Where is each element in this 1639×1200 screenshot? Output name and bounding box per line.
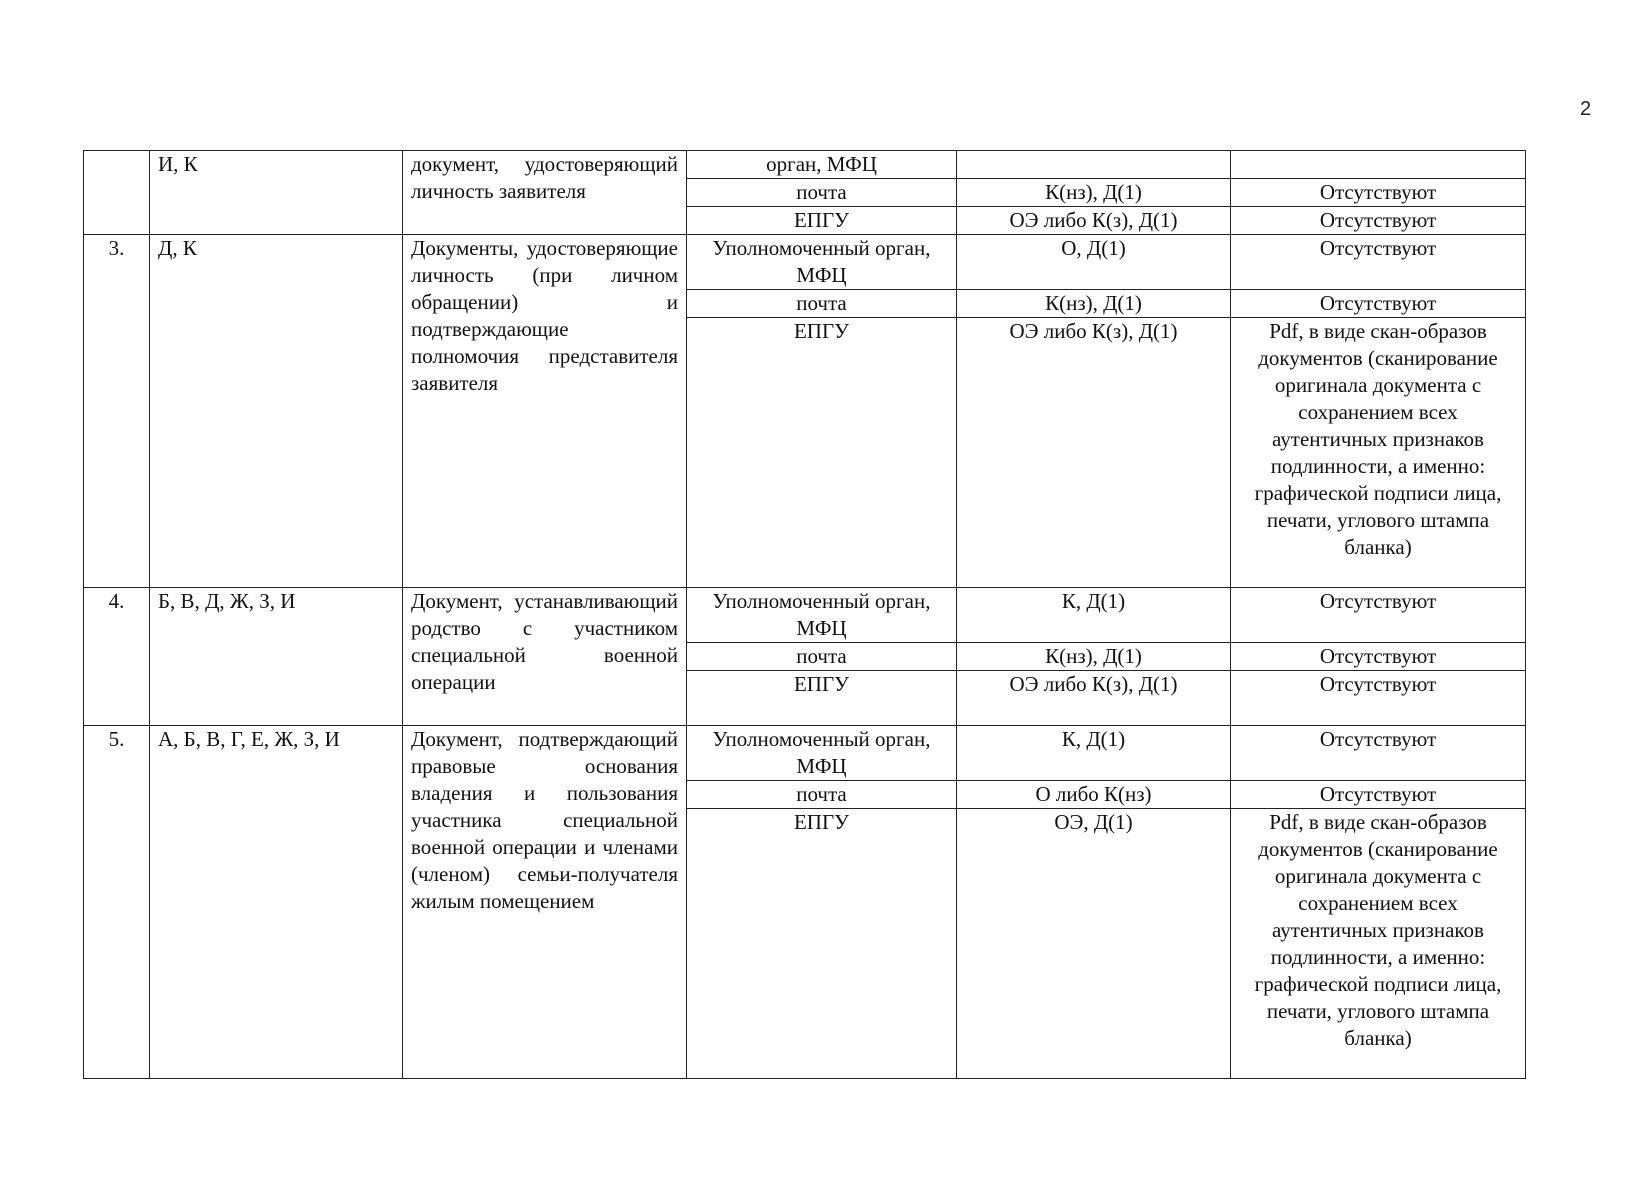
submission-channel: ЕПГУ bbox=[687, 318, 957, 588]
row-number bbox=[84, 151, 150, 235]
format-requirements: Отсутствуют bbox=[1231, 207, 1526, 235]
page-number: 2 bbox=[1580, 98, 1592, 120]
submission-form: К, Д(1) bbox=[957, 726, 1231, 781]
submission-form: ОЭ либо К(з), Д(1) bbox=[957, 207, 1231, 235]
submission-form: К, Д(1) bbox=[957, 588, 1231, 643]
format-requirements: Отсутствуют bbox=[1231, 671, 1526, 726]
submission-form: ОЭ либо К(з), Д(1) bbox=[957, 671, 1231, 726]
applicant-categories: Б, В, Д, Ж, З, И bbox=[150, 588, 403, 726]
submission-channel: ЕПГУ bbox=[687, 671, 957, 726]
format-requirements: Отсутствуют bbox=[1231, 726, 1526, 781]
submission-form: К(нз), Д(1) bbox=[957, 179, 1231, 207]
format-requirements: Отсутствуют bbox=[1231, 781, 1526, 809]
submission-form: О, Д(1) bbox=[957, 235, 1231, 290]
table-row bbox=[84, 235, 1526, 290]
document-name: Документы, удостоверяющие личность (при личном обращении) и подтверждающие полномочия представителя заявителя bbox=[403, 235, 687, 588]
submission-channel: почта bbox=[687, 643, 957, 671]
submission-form: К(нз), Д(1) bbox=[957, 643, 1231, 671]
submission-channel: почта bbox=[687, 179, 957, 207]
format-requirements: Отсутствуют bbox=[1231, 588, 1526, 643]
format-requirements: Pdf, в виде скан-образов документов (сканирование оригинала документа с сохранением всех аутентичных признаков подлинности, а именно: графической подписи лица, печати, углового штампа бланка) bbox=[1231, 809, 1526, 1079]
submission-channel: почта bbox=[687, 781, 957, 809]
submission-channel: Уполномоченный орган, МФЦ bbox=[687, 588, 957, 643]
submission-channel: ЕПГУ bbox=[687, 207, 957, 235]
row-number: 4. bbox=[84, 588, 150, 726]
submission-channel: ЕПГУ bbox=[687, 809, 957, 1079]
submission-channel: Уполномоченный орган, МФЦ bbox=[687, 726, 957, 781]
row-number: 5. bbox=[84, 726, 150, 1079]
submission-form: ОЭ либо К(з), Д(1) bbox=[957, 318, 1231, 588]
submission-form bbox=[957, 151, 1231, 179]
table-row bbox=[84, 726, 1526, 781]
document-name: документ, удостоверяющий личность заявителя bbox=[403, 151, 687, 235]
format-requirements bbox=[1231, 151, 1526, 179]
format-requirements: Отсутствуют bbox=[1231, 290, 1526, 318]
format-requirements: Pdf, в виде скан-образов документов (сканирование оригинала документа с сохранением всех аутентичных признаков подлинности, а именно: графической подписи лица, печати, углового штампа бланка) bbox=[1231, 318, 1526, 588]
submission-channel: почта bbox=[687, 290, 957, 318]
applicant-categories: Д, К bbox=[150, 235, 403, 588]
documents-table bbox=[83, 150, 1526, 1079]
format-requirements: Отсутствуют bbox=[1231, 235, 1526, 290]
applicant-categories: А, Б, В, Г, Е, Ж, З, И bbox=[150, 726, 403, 1079]
document-name: Документ, подтверждающий правовые основания владения и пользования участника специальной военной операции и членами (членом) семьи-получателя жилым помещением bbox=[403, 726, 687, 1079]
submission-form: К(нз), Д(1) bbox=[957, 290, 1231, 318]
document-name: Документ, устанавливающий родство с участником специальной военной операции bbox=[403, 588, 687, 726]
table-row bbox=[84, 151, 1526, 179]
submission-form: О либо К(нз) bbox=[957, 781, 1231, 809]
applicant-categories: И, К bbox=[150, 151, 403, 235]
format-requirements: Отсутствуют bbox=[1231, 643, 1526, 671]
submission-form: ОЭ, Д(1) bbox=[957, 809, 1231, 1079]
submission-channel: орган, МФЦ bbox=[687, 151, 957, 179]
table-row bbox=[84, 588, 1526, 643]
submission-channel: Уполномоченный орган, МФЦ bbox=[687, 235, 957, 290]
format-requirements: Отсутствуют bbox=[1231, 179, 1526, 207]
row-number: 3. bbox=[84, 235, 150, 588]
